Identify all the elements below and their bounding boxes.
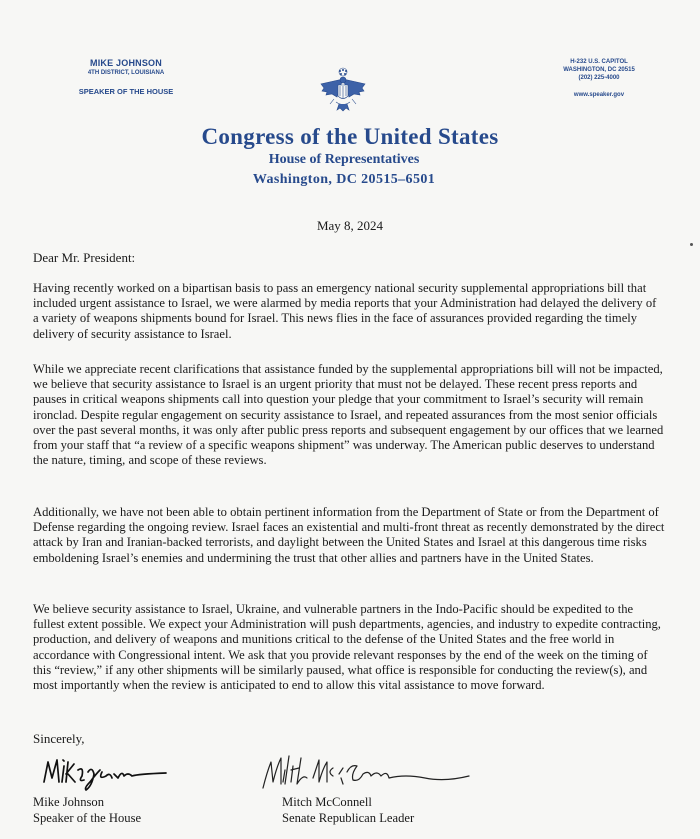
letterhead-title: SPEAKER OF THE HOUSE [78,87,174,96]
letter-date: May 8, 2024 [316,218,384,233]
signatory-2-title: Senate Republican Leader [282,810,415,825]
letterhead-name: MIKE JOHNSON [90,58,162,68]
closing: Sincerely, [33,731,85,746]
paragraph-1: Having recently worked on a bipartisan basis to pass an emergency national security supplemental appropriations bill that included urgent assistance to Israel, we were alarmed by media reports that your Administration had delayed the delivery of a variety of weapons shipments bound for Israel. This news flies in the face of assurances provided regarding the timely delivery of security assistance to Israel. [33,281,657,341]
house-subheading: House of Representatives [268,152,420,167]
letterhead-district: 4TH DISTRICT, LOUISIANA [87,70,165,76]
signatory-2-name: Mitch McConnell [282,795,372,809]
letterhead-website: www.speaker.gov [573,92,625,98]
salutation: Dear Mr. President: [33,250,136,265]
signatory-1 [33,795,141,826]
signatory-2 [282,795,414,826]
letterhead-address-1: H-232 U.S. CAPITOL [570,59,628,65]
letterhead-phone: (202) 225-4000 [578,75,620,81]
paragraph-2: While we appreciate recent clarifications that assistance funded by the supplemental appropriations bill will not be impacted, we believe that security assistance to Israel is an urgent priority that must not be delayed. These recent press reports and pauses in critical weapons shipments call into question your pledge that your commitment to Israel’s security will remain ironclad. Despite regular engagement on security assistance to Israel, and repeated assurances from the most senior officials over the past several months, it was only after public press reports and subsequent engagement by our offices that we learned from your staff that “a review of a specific weapons shipment” was underway. The American public deserves to understand the nature, timing, and scope of these reviews. [33,362,664,468]
paragraph-4: We believe security assistance to Israel, Ukraine, and vulnerable partners in the Indo-Pacific should be expedited to the fullest extent possible. We expect your Administration will push departments, agencies, and industry to expedite contracting, production, and delivery of weapons and munitions critical to the defense of the United States and the free world in accordance with Congressional intent. We ask that you provide relevant responses by the end of the week on the timing of this “review,” if any other shipments will be similarly paused, what office is responsible for conducting the review(s), and most importantly when the review is anticipated to end to allow this vital assistance to move forward. [33,602,661,693]
letterhead-address-2: WASHINGTON, DC 20515 [563,67,635,73]
signature-johnson [40,752,170,792]
signatory-1-title: Speaker of the House [33,810,142,825]
city-line: Washington, DC 20515–6501 [252,172,436,187]
signature-mcconnell [255,748,475,794]
scan-speck [690,243,693,246]
paragraph-3: Additionally, we have not been able to obtain pertinent information from the Department of State or from the Department of Defense regarding the ongoing review. Israel faces an existential and multi-front threat as recently demonstrated by the direct attack by Iran and Iranian-backed terrorists, and daylight between the United States and Israel at this dangerous time risks emboldening Israel’s enemies and undermining the trust that other allies and partners have in the United States. [33,505,665,565]
letterhead-right [534,58,664,99]
signatory-1-name: Mike Johnson [33,795,105,809]
congress-heading: Congress of the United States [201,124,499,149]
house-seal-icon [318,66,368,112]
letterhead-left [46,58,206,96]
